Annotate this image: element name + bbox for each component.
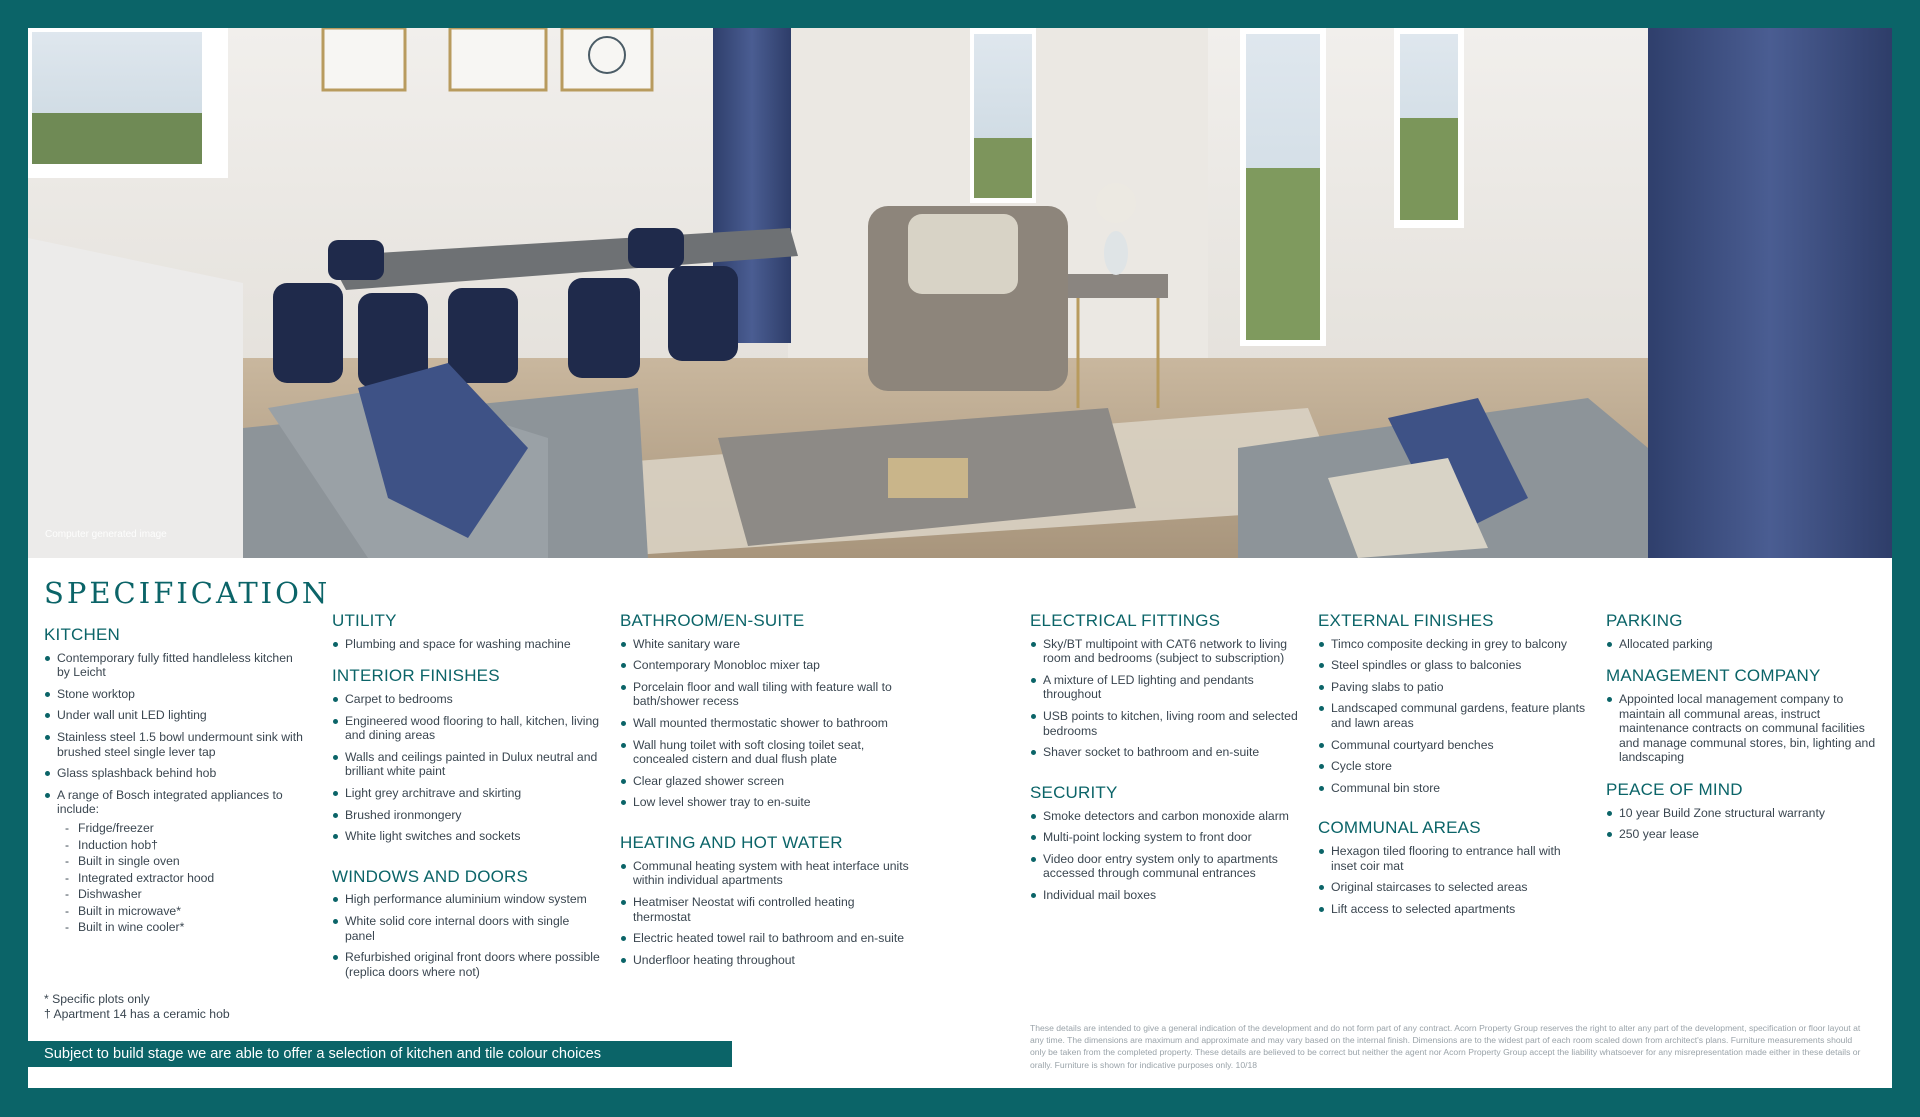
list-item: Communal heating system with heat interface units within individual apartments (620, 859, 910, 888)
list-item: Shaver socket to bathroom and en-suite (1030, 745, 1310, 760)
appliances-list (57, 820, 306, 936)
appliance-item: - Induction hob† (57, 837, 306, 854)
peace-of-mind-heading: PEACE OF MIND (1606, 779, 1743, 799)
list-item: 250 year lease (1606, 827, 1876, 842)
list-item: Timco composite decking in grey to balcony (1318, 637, 1588, 652)
legal-disclaimer: These details are intended to give a general indication of the development and do not form part of any contract. Acorn Property Group reserves the right to alter any part of the development, specification or floor layout at any time. The dimensions are maximum and approximate and may vary based on the internal finish. Dimensions are to the widest part of each room scaled down from architect's plans. Furniture measurements should only be taken from the completed property. These details are believed to be correct but neither the agent nor Acorn Property Group accept the liability whatsoever for any misrepresentation made either in these details or orally. Furniture is shown for indicative purposes only. 10/18 (1030, 1023, 1861, 1070)
list-item: Glass splashback behind hob (44, 766, 306, 781)
external-finishes-list (1318, 637, 1588, 796)
list-item: Paving slabs to patio (1318, 680, 1588, 695)
list-item: Cycle store (1318, 759, 1588, 774)
interior-finishes-heading: INTERIOR FINISHES (332, 666, 500, 686)
colour-choices-banner: Subject to build stage we are able to offer a selection of kitchen and tile colour choices (28, 1041, 732, 1067)
appliance-item: - Integrated extractor hood (57, 870, 306, 887)
parking-heading: PARKING (1606, 611, 1683, 630)
list-item: Contemporary Monobloc mixer tap (620, 658, 910, 673)
brochure-page (28, 28, 1892, 1088)
list-item: Steel spindles or glass to balconies (1318, 658, 1588, 673)
list-item: Lift access to selected apartments (1318, 902, 1588, 917)
appliance-item: - Built in microwave* (57, 903, 306, 920)
list-item: Individual mail boxes (1030, 888, 1310, 903)
list-item: Wall hung toilet with soft closing toilet seat, concealed cistern and dual flush plate (620, 738, 910, 767)
column-parking-management (1606, 578, 1876, 849)
footnote-apartment-14: † Apartment 14 has a ceramic hob (44, 1007, 230, 1021)
electrical-list (1030, 637, 1310, 760)
list-item: Video door entry system only to apartments accessed through communal entrances (1030, 852, 1310, 881)
list-item: Underfloor heating throughout (620, 953, 910, 968)
peace-of-mind-list (1606, 806, 1876, 842)
list-item: Communal bin store (1318, 781, 1588, 796)
list-item: Hexagon tiled flooring to entrance hall with inset coir mat (1318, 844, 1588, 873)
interior-render-image (28, 28, 1892, 558)
utility-heading: UTILITY (332, 611, 397, 630)
list-item: Refurbished original front doors where possible (replica doors where not) (332, 950, 602, 979)
electrical-heading: ELECTRICAL FITTINGS (1030, 611, 1221, 630)
list-item: Allocated parking (1606, 637, 1876, 652)
column-kitchen (44, 576, 331, 943)
communal-areas-list (1318, 844, 1588, 916)
column-electrical-security (1030, 578, 1310, 910)
list-item: White solid core internal doors with single panel (332, 914, 602, 943)
security-heading: SECURITY (1030, 782, 1118, 802)
list-item: Electric heated towel rail to bathroom and en-suite (620, 931, 910, 946)
footnotes (44, 992, 230, 1022)
list-item: Carpet to bedrooms (332, 692, 602, 707)
list-item: Multi-point locking system to front door (1030, 830, 1310, 845)
list-item: Original staircases to selected areas (1318, 880, 1588, 895)
list-item: Stone worktop (44, 687, 306, 702)
list-item: Under wall unit LED lighting (44, 708, 306, 723)
list-item: Engineered wood flooring to hall, kitchen, living and dining areas (332, 714, 602, 743)
utility-list (332, 637, 602, 652)
interior-finishes-list (332, 692, 602, 844)
column-utility-interior (332, 578, 602, 986)
heating-list (620, 859, 910, 968)
list-item: White sanitary ware (620, 637, 910, 652)
management-company-list (1606, 692, 1876, 765)
list-item: 10 year Build Zone structural warranty (1606, 806, 1876, 821)
appliance-item: - Fridge/freezer (57, 820, 306, 837)
list-item: Smoke detectors and carbon monoxide alarm (1030, 809, 1310, 824)
footnote-specific-plots: * Specific plots only (44, 992, 150, 1006)
bathroom-list (620, 637, 910, 810)
list-item (44, 788, 306, 936)
appliance-item: - Built in single oven (57, 853, 306, 870)
column-external-communal (1318, 578, 1588, 924)
list-item: Communal courtyard benches (1318, 738, 1588, 753)
column-bathroom-heating (620, 578, 910, 974)
heating-heading: HEATING AND HOT WATER (620, 833, 843, 853)
list-item: Sky/BT multipoint with CAT6 network to living room and bedrooms (subject to subscription) (1030, 637, 1310, 666)
external-finishes-heading: EXTERNAL FINISHES (1318, 611, 1494, 630)
windows-doors-list (332, 892, 602, 979)
list-item: Walls and ceilings painted in Dulux neutral and brilliant white paint (332, 750, 602, 779)
cgi-caption: Computer generated image (45, 529, 167, 540)
living-dining-room-illustration (28, 28, 1892, 558)
list-item: Plumbing and space for washing machine (332, 637, 602, 652)
list-item: Porcelain floor and wall tiling with feature wall to bath/shower recess (620, 680, 910, 709)
appliances-intro: A range of Bosch integrated appliances to include: (57, 787, 283, 817)
page-title: SPECIFICATION (44, 576, 331, 610)
list-item: USB points to kitchen, living room and selected bedrooms (1030, 709, 1310, 738)
list-item: Light grey architrave and skirting (332, 786, 602, 801)
parking-list (1606, 637, 1876, 652)
list-item: White light switches and sockets (332, 829, 602, 844)
list-item: Appointed local management company to maintain all communal areas, instruct maintenance contracts on communal facilities and manage communal stores, bin, lighting and landscaping (1606, 692, 1876, 765)
list-item: Heatmiser Neostat wifi controlled heating thermostat (620, 895, 910, 924)
list-item: Brushed ironmongery (332, 808, 602, 823)
appliance-item: - Built in wine cooler* (57, 919, 306, 936)
communal-areas-heading: COMMUNAL AREAS (1318, 818, 1481, 838)
list-item: Low level shower tray to en-suite (620, 795, 910, 810)
appliance-item: - Dishwasher (57, 886, 306, 903)
management-company-heading: MANAGEMENT COMPANY (1606, 666, 1821, 686)
security-list (1030, 809, 1310, 903)
list-item: Landscaped communal gardens, feature plants and lawn areas (1318, 701, 1588, 730)
bathroom-heading: BATHROOM/EN-SUITE (620, 611, 805, 630)
windows-doors-heading: WINDOWS AND DOORS (332, 866, 529, 886)
list-item: High performance aluminium window system (332, 892, 602, 907)
list-item: Contemporary fully fitted handleless kitchen by Leicht (44, 651, 306, 680)
list-item: Clear glazed shower screen (620, 774, 910, 789)
list-item: A mixture of LED lighting and pendants throughout (1030, 673, 1310, 702)
list-item: Stainless steel 1.5 bowl undermount sink with brushed steel single lever tap (44, 730, 306, 759)
kitchen-heading: KITCHEN (44, 624, 121, 644)
kitchen-list (44, 651, 306, 937)
list-item: Wall mounted thermostatic shower to bathroom (620, 716, 910, 731)
